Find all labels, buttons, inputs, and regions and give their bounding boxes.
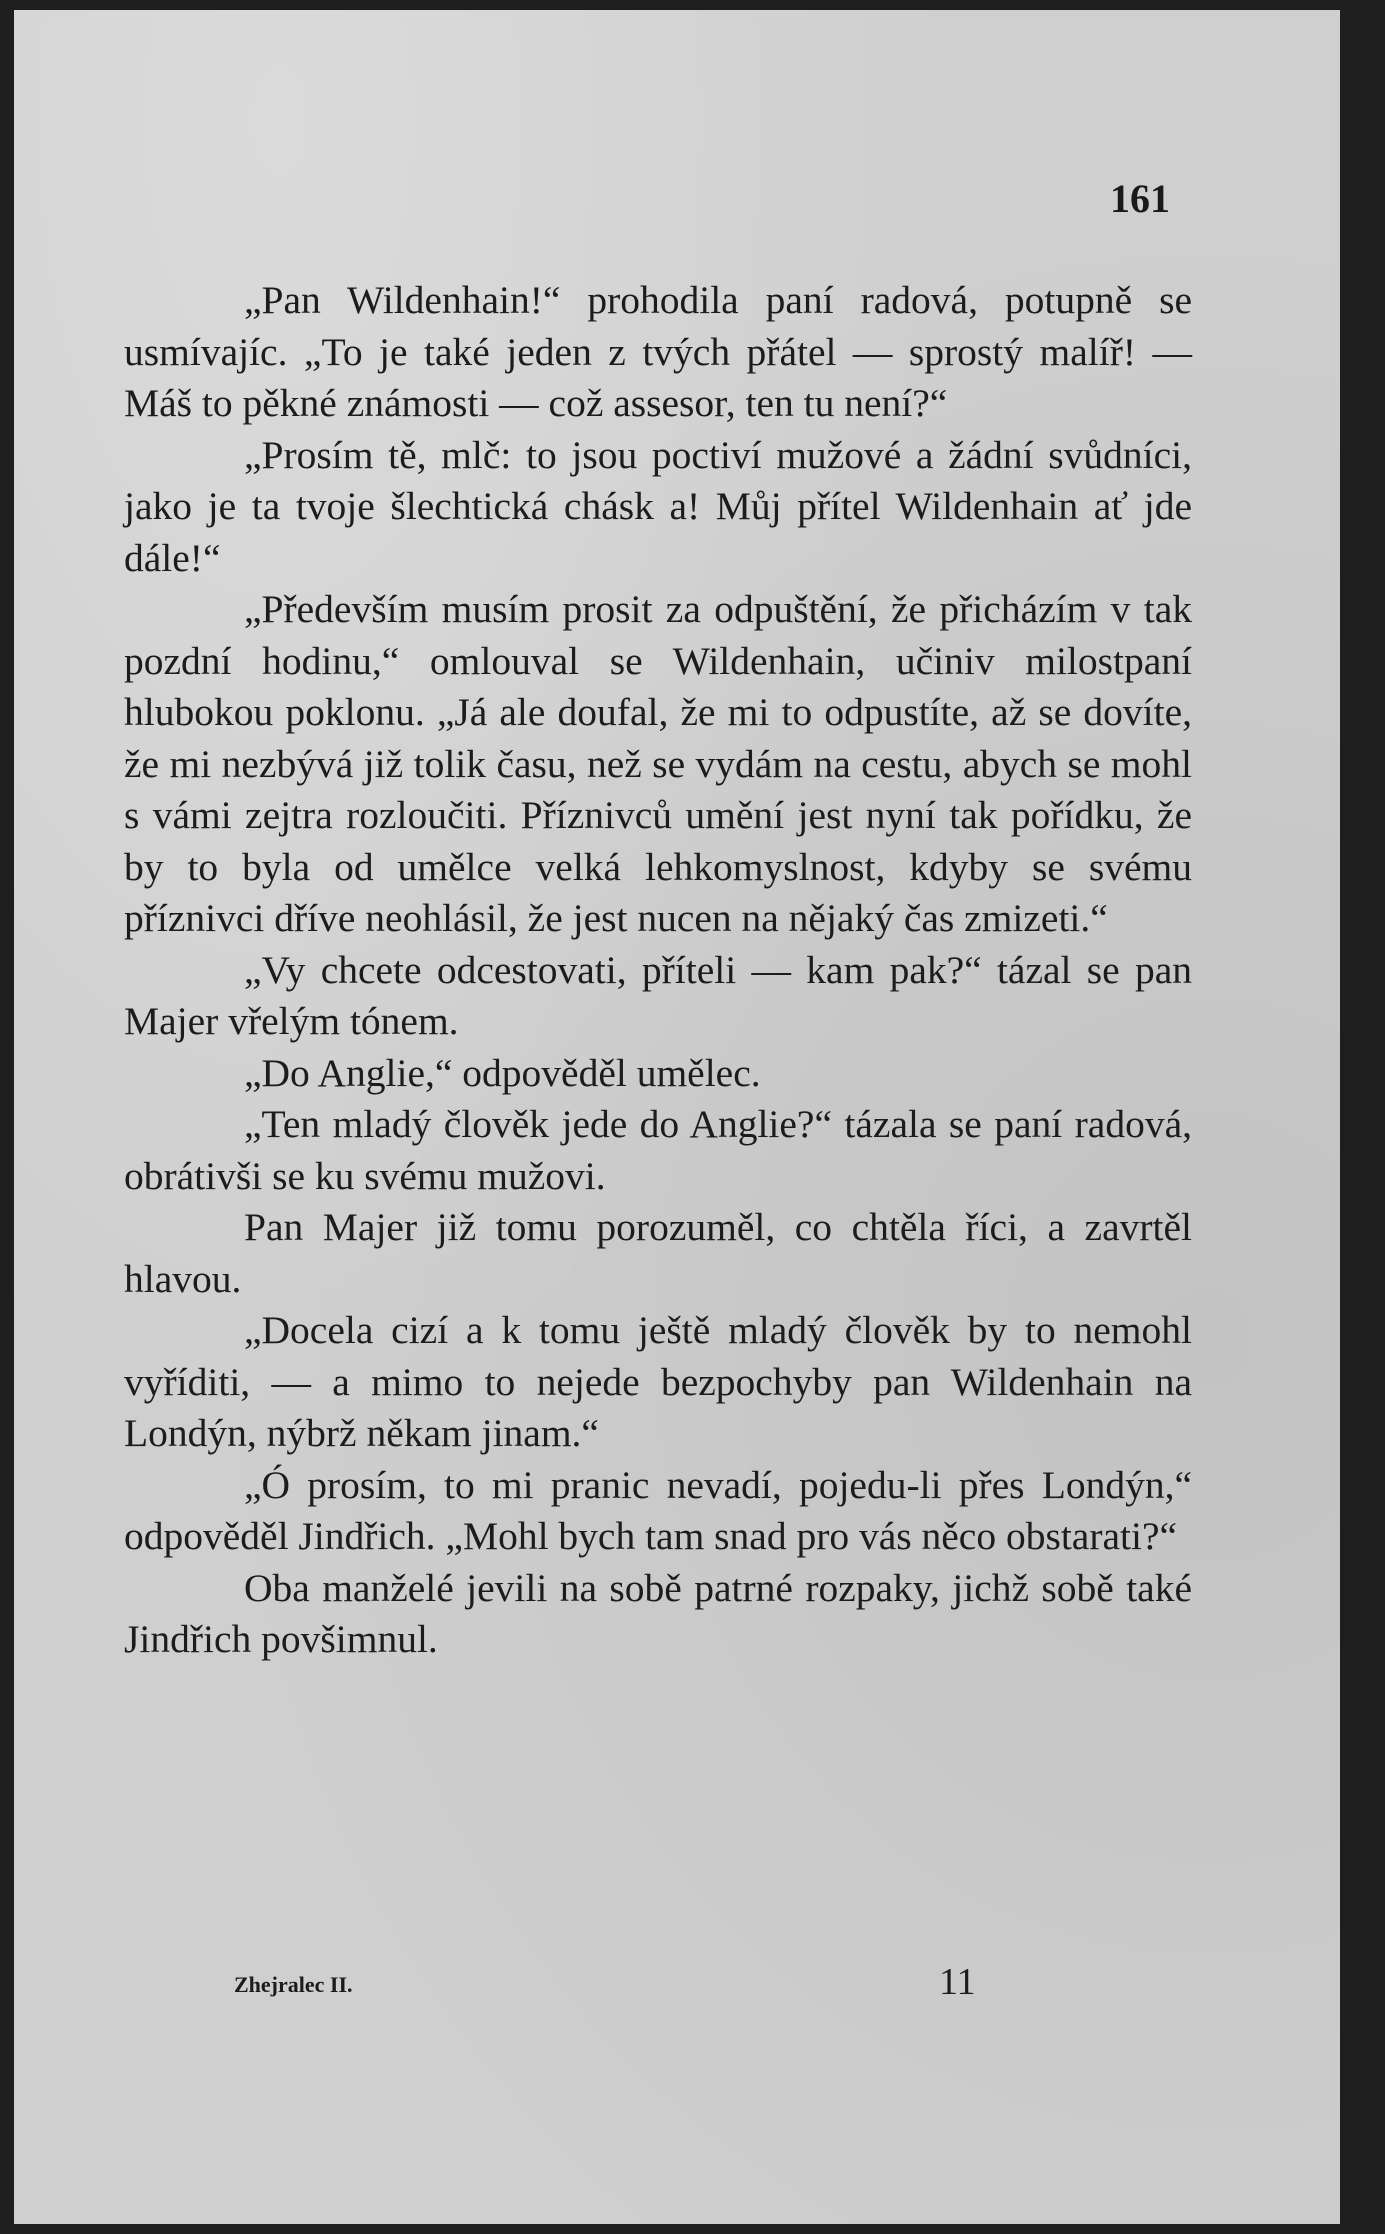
- paragraph: „Ten mladý člověk jede do Anglie?“ tázala se paní radová, obrátivši se ku svému mužovi.: [124, 1102, 1192, 1198]
- paragraph: „Do Anglie,“ odpověděl umělec.: [244, 1050, 761, 1095]
- sheet-mark: 11: [939, 1961, 976, 2003]
- page-number: 161: [1110, 176, 1170, 221]
- paragraph: „Ó prosím, to mi pranic nevadí, pojedu-li přes Londýn,“ odpověděl Jindřich. „Mohl bych tam snad pro vás něco obstarati?“: [124, 1462, 1192, 1558]
- paragraph: Oba manželé jevili na sobě patrné rozpaky, jichž sobě také Jindřich povšimnul.: [124, 1565, 1192, 1661]
- paragraph: Pan Majer již tomu porozuměl, co chtěla říci, a zavrtěl hlavou.: [124, 1205, 1192, 1301]
- paragraph: „Vy chcete odcestovati, příteli — kam pak?“ tázal se pan Majer vřelým tónem.: [124, 947, 1192, 1043]
- paragraph: „Prosím tě, mlč: to jsou poctiví mužové a žádní svůdníci, jako je ta tvoje šlechtická chásk a! Můj přítel Wildenhain ať jde dále!“: [124, 432, 1192, 580]
- paragraph: „Docela cizí a k tomu ještě mladý člověk by to nemohl vyříditi, — a mimo to nejede bezpochyby pan Wildenhain na Londýn, nýbrž někam jinam.“: [124, 1308, 1192, 1455]
- body-text: [124, 275, 1192, 1666]
- printer-signature: Zhejralec II.: [234, 1972, 353, 1997]
- paragraph: „Pan Wildenhain!“ prohodila paní radová, potupně se usmívajíc. „To je také jeden z tvých přátel — sprostý malíř! — Máš to pěkné známosti — což assesor, ten tu není?“: [124, 278, 1192, 425]
- book-page: [14, 10, 1340, 2224]
- paragraph: „Především musím prosit za odpuštění, že přicházím v tak pozdní hodinu,“ omlouval se Wildenhain, učiniv milostpaní hlubokou poklonu. „Já ale doufal, že mi to odpustíte, až se dovíte, že mi nezbývá již tolik času, než se vydám na cestu, abych se mohl s vámi zejtra rozloučiti. Příznivců umění jest nyní tak pořídku, že by to byla od umělce velká lehkomyslnost, kdyby se svému příznivci dříve neohlásil, že jest nucen na nějaký čas zmizeti.“: [124, 587, 1192, 940]
